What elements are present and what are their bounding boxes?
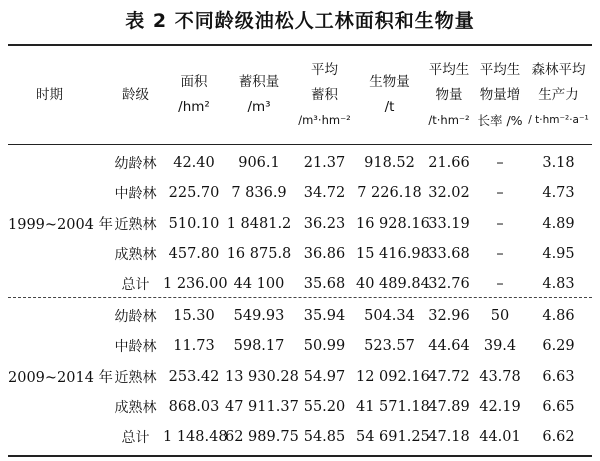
biomass-cell: 40 489.84 — [356, 276, 430, 293]
stock-cell: 44 100 — [233, 276, 285, 293]
stock-cell: 906.1 — [238, 155, 280, 172]
table-row — [8, 301, 592, 331]
productivity-cell: 6.29 — [542, 338, 575, 355]
productivity-cell: 4.73 — [542, 185, 575, 202]
avg-stock-cell: 36.23 — [303, 215, 346, 232]
biomass-cell: 16 928.16 — [356, 215, 430, 232]
stock-cell: 1 8481.2 — [226, 215, 292, 232]
header-stock: 蓄积量 /m³ — [238, 74, 280, 115]
table-header — [8, 46, 592, 144]
avg-biomass-cell: 44.64 — [428, 338, 470, 355]
header-area: 面积 /hm² — [178, 74, 210, 115]
avg-biomass-cell: 33.19 — [428, 215, 470, 232]
avg-stock-cell: 36.86 — [303, 246, 346, 263]
biomass-cell: 41 571.18 — [356, 399, 430, 416]
avg-biomass-cell: 32.02 — [428, 185, 470, 202]
avg-stock-cell: 35.68 — [303, 276, 346, 293]
growth-cell: 50 — [490, 308, 510, 325]
area-cell: 253.42 — [168, 368, 220, 385]
productivity-cell: 6.62 — [542, 429, 575, 446]
avg-biomass-cell: 32.76 — [428, 276, 470, 293]
header-biomass: 生物量 /t — [369, 74, 410, 115]
age-class-cell: 总计 — [121, 430, 150, 447]
avg-stock-cell: 21.37 — [303, 155, 346, 172]
growth-cell: 39.4 — [483, 338, 517, 355]
age-class-cell: 中龄林 — [114, 339, 157, 356]
biomass-cell: 523.57 — [364, 338, 415, 355]
period-cell: 2009~2014 年 — [8, 370, 114, 387]
group-divider — [8, 297, 592, 298]
growth-cell: 44.01 — [479, 429, 521, 446]
productivity-cell: 6.65 — [542, 399, 575, 416]
biomass-cell: 504.34 — [364, 308, 415, 325]
productivity-cell: 4.83 — [542, 276, 575, 293]
productivity-cell: 4.86 — [542, 308, 575, 325]
area-cell: 457.80 — [168, 246, 220, 263]
group-1999-2004 — [8, 148, 592, 299]
area-cell: 510.10 — [168, 215, 220, 232]
header-period: 时期 — [36, 86, 63, 103]
age-class-cell: 成熟林 — [114, 247, 157, 264]
stock-cell: 16 875.8 — [226, 246, 292, 263]
avg-stock-cell: 35.94 — [303, 308, 346, 325]
table-title: 表 2 不同龄级油松人工林面积和生物量 — [125, 10, 475, 32]
growth-cell: – — [496, 276, 504, 293]
stock-cell: 13 930.28 — [225, 368, 299, 385]
header-growth-rate: 平均生 物量增 长率 /% — [477, 61, 523, 128]
stock-cell: 598.17 — [233, 338, 285, 355]
avg-stock-cell: 50.99 — [303, 338, 346, 355]
bottom-rule — [8, 455, 592, 457]
stock-cell: 47 911.37 — [225, 399, 299, 416]
area-cell: 11.73 — [173, 338, 215, 355]
age-class-cell: 近熟林 — [114, 369, 157, 386]
header-avg-biomass: 平均生 物量 /t·hm⁻² — [428, 61, 470, 127]
productivity-cell: 4.89 — [542, 215, 575, 232]
stock-cell: 7 836.9 — [231, 185, 287, 202]
area-cell: 15.30 — [173, 308, 215, 325]
productivity-cell: 3.18 — [542, 155, 575, 172]
growth-cell: – — [496, 246, 504, 263]
table-row — [8, 148, 592, 178]
group-2009-2014 — [8, 301, 592, 452]
avg-stock-cell: 34.72 — [303, 185, 346, 202]
age-class-cell: 幼龄林 — [114, 156, 157, 173]
growth-cell: – — [496, 155, 504, 172]
avg-stock-cell: 54.85 — [303, 429, 346, 446]
age-class-cell: 幼龄林 — [114, 309, 157, 326]
productivity-cell: 4.95 — [542, 246, 575, 263]
growth-cell: – — [496, 185, 504, 202]
avg-biomass-cell: 47.18 — [428, 429, 470, 446]
stock-cell: 549.93 — [233, 308, 285, 325]
area-cell: 868.03 — [168, 399, 220, 416]
header-age-class: 龄级 — [122, 86, 149, 103]
biomass-cell: 918.52 — [364, 155, 415, 172]
growth-cell: 42.19 — [479, 399, 521, 416]
area-cell: 42.40 — [173, 155, 215, 172]
period-cell: 1999~2004 年 — [8, 217, 114, 234]
header-divider — [8, 144, 592, 145]
biomass-cell: 12 092.16 — [356, 368, 430, 385]
area-cell: 1 236.00 — [163, 276, 228, 293]
avg-biomass-cell: 33.68 — [428, 246, 470, 263]
avg-stock-cell: 55.20 — [303, 399, 346, 416]
area-cell: 225.70 — [168, 185, 220, 202]
stock-cell: 62 989.75 — [225, 429, 299, 446]
avg-biomass-cell: 47.72 — [428, 368, 470, 385]
growth-cell: – — [496, 215, 504, 232]
biomass-cell: 15 416.98 — [356, 246, 430, 263]
productivity-cell: 6.63 — [542, 368, 575, 385]
header-avg-stock: 平均 蓄积 /m³·hm⁻² — [298, 61, 351, 127]
age-class-cell: 中龄林 — [114, 186, 157, 203]
area-cell: 1 148.48 — [163, 429, 228, 446]
biomass-cell: 7 226.18 — [357, 185, 422, 202]
biomass-cell: 54 691.25 — [356, 429, 430, 446]
avg-biomass-cell: 47.89 — [428, 399, 470, 416]
age-class-cell: 近熟林 — [114, 216, 157, 233]
age-class-cell: 总计 — [121, 277, 150, 294]
growth-cell: 43.78 — [479, 368, 521, 385]
age-class-cell: 成熟林 — [114, 400, 157, 417]
header-productivity: 森林平均 生产力 / t·hm⁻²·a⁻¹ — [528, 61, 589, 126]
avg-stock-cell: 54.97 — [303, 368, 346, 385]
avg-biomass-cell: 21.66 — [428, 155, 470, 172]
avg-biomass-cell: 32.96 — [428, 308, 470, 325]
